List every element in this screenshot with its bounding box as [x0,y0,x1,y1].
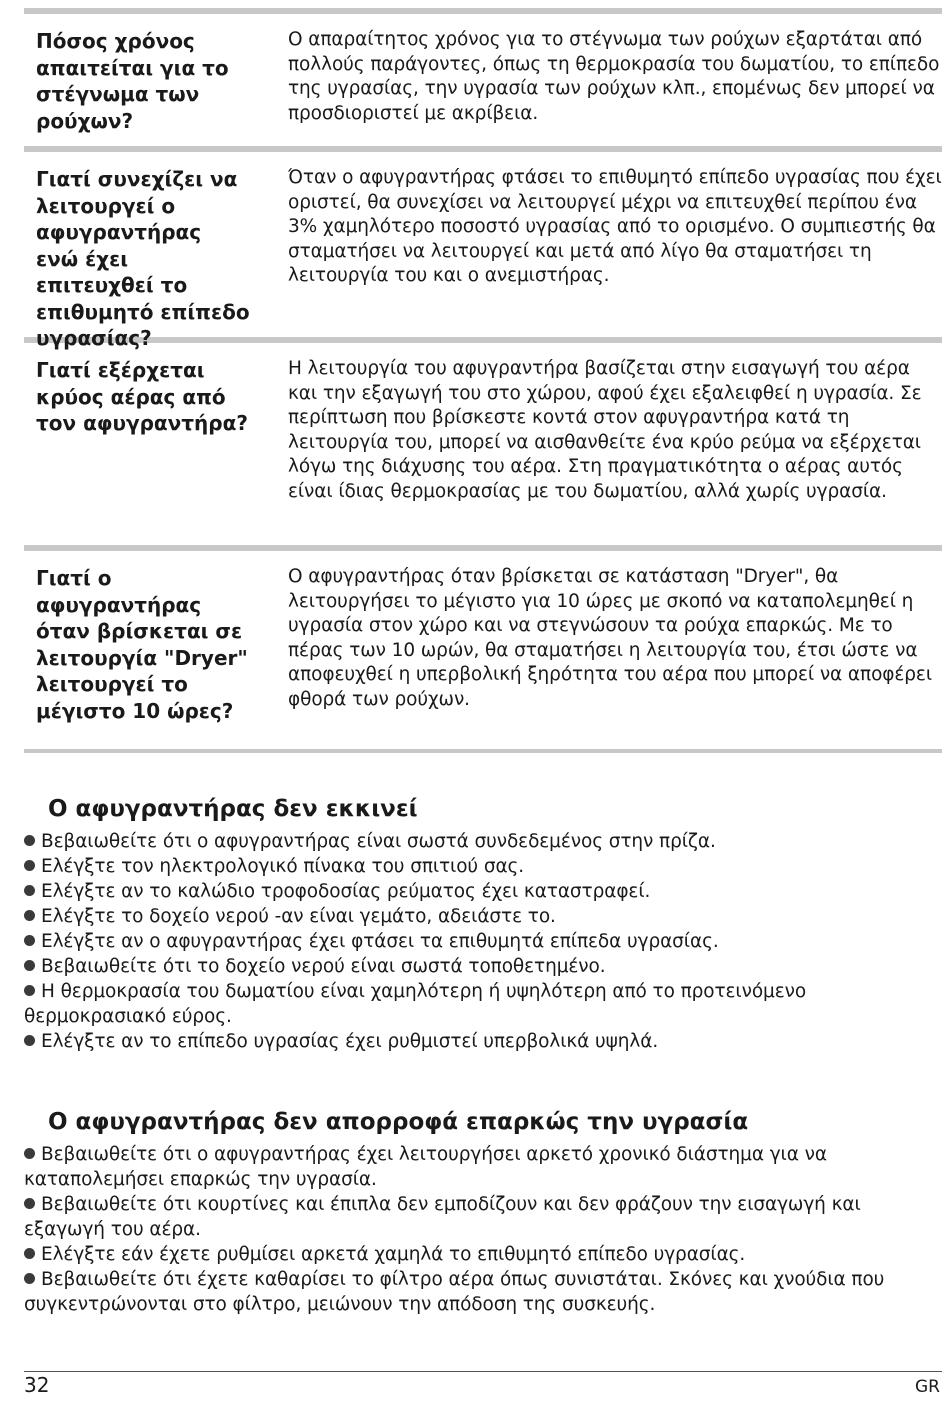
bullet-icon [24,885,35,896]
bullet-icon [24,860,35,871]
faq-answer: Η λειτουργία του αφυγραντήρα βασίζεται στην εισαγωγή του αέρα και την εξαγωγή του στο χώρου, αφού έχει εξαλειφθεί η υγρασία. Σε περίπτωση που βρίσκεστε κοντά στον αφυγραντήρα κατά τη λειτουργία του, μπορεί να αισθανθείτε ένα κρύο ρεύμα να εξέρχεται λόγω της διάχυσης του αέρα. Στη πραγματικότητα ο αέρας αυτός είναι ίδιας θερμοκρασίας με του δωματίου, αλλά χωρίς υγρασία. [288,358,922,502]
faq-row [24,146,942,350]
faq-question: Γιατί εξέρχεται κρύος αέρας από τον αφυγραντήρα? [36,358,248,435]
bullet-list [24,1142,942,1317]
list-item: Ελέγξτε το δοχείο νερού -αν είναι γεμάτο, αδειάστε το. [24,904,942,929]
list-item: Βεβαιωθείτε ότι το δοχείο νερού είναι σωστά τοποθετημένο. [24,954,942,979]
faq-question: Γιατί ο αφυγραντήρας όταν βρίσκεται σε λειτουργία "Dryer" λειτουργεί το μέγιστο 10 ώρες? [36,566,248,723]
list-item: Η θερμοκρασία του δωματίου είναι χαμηλότερη ή υψηλότερη από το προτεινόμενο θερμοκρασιακό εύρος. [24,981,807,1027]
list-item: Βεβαιωθείτε ότι ο αφυγραντήρας είναι σωστά συνδεδεμένος στην πρίζα. [24,829,942,854]
bullet-list [24,829,942,1054]
bullet-icon [24,935,35,946]
list-item: Ελέγξτε αν το επίπεδο υγρασίας έχει ρυθμιστεί υπερβολικά υψηλά. [24,1029,942,1054]
section-title: Ο αφυγραντήρας δεν εκκινεί [48,796,418,822]
faq-answer: Ο αφυγραντήρας όταν βρίσκεται σε κατάσταση "Dryer", θα λειτουργήσει το μέγιστο για 10 ώρες με σκοπό να καταπολεμηθεί η υγρασία στον χώρο και να στεγνώσουν τα ρούχα επαρκώς. Με το πέρας των 10 ωρών, θα σταματήσει η λειτουργία του, έτσι ώστε να αποφευχθεί η υπερβολική ξηρότητα του αέρα που μπορεί να αποφέρει φθορά των ρούχων. [288,566,932,710]
faq-row [24,8,942,146]
bullet-icon [24,835,35,846]
list-item: Ελέγξτε αν το καλώδιο τροφοδοσίας ρεύματος έχει καταστραφεί. [24,879,942,904]
bullet-icon [24,1148,35,1159]
faq-question: Πόσος χρόνος απαιτείται για το στέγνωμα των ρούχων? [36,29,229,133]
list-item: Ελέγξτε εάν έχετε ρυθμίσει αρκετά χαμηλά το επιθυμητό επίπεδο υγρασίας. [24,1242,942,1267]
page-number: 32 [24,1373,50,1397]
section-title: Ο αφυγραντήρας δεν απορροφά επαρκώς την υγρασία [48,1109,749,1135]
faq-row [24,545,942,753]
list-item: Βεβαιωθείτε ότι κουρτίνες και έπιπλα δεν εμποδίζουν και δεν φράζουν την εισαγωγή και εξαγωγή του αέρα. [24,1194,861,1240]
section-not-starting [24,795,942,1054]
bullet-icon [24,1198,35,1209]
bullet-icon [24,1248,35,1259]
faq-answer: Όταν ο αφυγραντήρας φτάσει το επιθυμητό επίπεδο υγρασίας που έχει οριστεί, θα συνεχίσει να λειτουργεί μέχρι να επιτευχθεί περίπου ένα 3% χαμηλότερο ποσοστό υγρασίας από το ορισμένο. Ο συμπιεστής θα σταματήσει να λειτουργεί και μετά από λίγο θα σταματήσει τη λειτουργία του και ο ανεμιστήρας. [288,167,942,287]
bullet-icon [24,960,35,971]
faq-answer: Ο απαραίτητος χρόνος για το στέγνωμα των ρούχων εξαρτάται από πολλούς παράγοντες, όπως τη θερμοκρασία του δωματίου, το επίπεδο της υγρασίας, την υγρασία των ρούχων κλπ., επομένως δεν μπορεί να προσδιοριστεί με ακρίβεια. [288,29,940,124]
list-item: Ελέγξτε αν ο αφυγραντήρας έχει φτάσει τα επιθυμητά επίπεδα υγρασίας. [24,929,942,954]
language-code: GR [915,1377,940,1397]
footer-divider [24,1371,942,1372]
bullet-icon [24,910,35,921]
bullet-icon [24,985,35,996]
bullet-icon [24,1273,35,1284]
list-item: Ελέγξτε τον ηλεκτρολογικό πίνακα του σπιτιού σας. [24,854,942,879]
faq-question: Γιατί συνεχίζει να λειτουργεί ο αφυγραντήρας ενώ έχει επιτευχθεί το επιθυμητό επίπεδο υγρασίας? [36,167,250,350]
list-item: Βεβαιωθείτε ότι ο αφυγραντήρας έχει λειτουργήσει αρκετό χρονικό διάστημα για να καταπολεμήσει επαρκώς την υγρασία. [24,1144,827,1190]
faq-row [24,337,942,545]
bullet-icon [24,1035,35,1046]
faq-table [24,8,942,753]
section-low-absorption [24,1108,942,1317]
list-item: Βεβαιωθείτε ότι έχετε καθαρίσει το φίλτρο αέρα όπως συνιστάται. Σκόνες και χνούδια που συγκεντρώνονται στο φίλτρο, μειώνουν την απόδοση της συσκευής. [24,1269,885,1315]
